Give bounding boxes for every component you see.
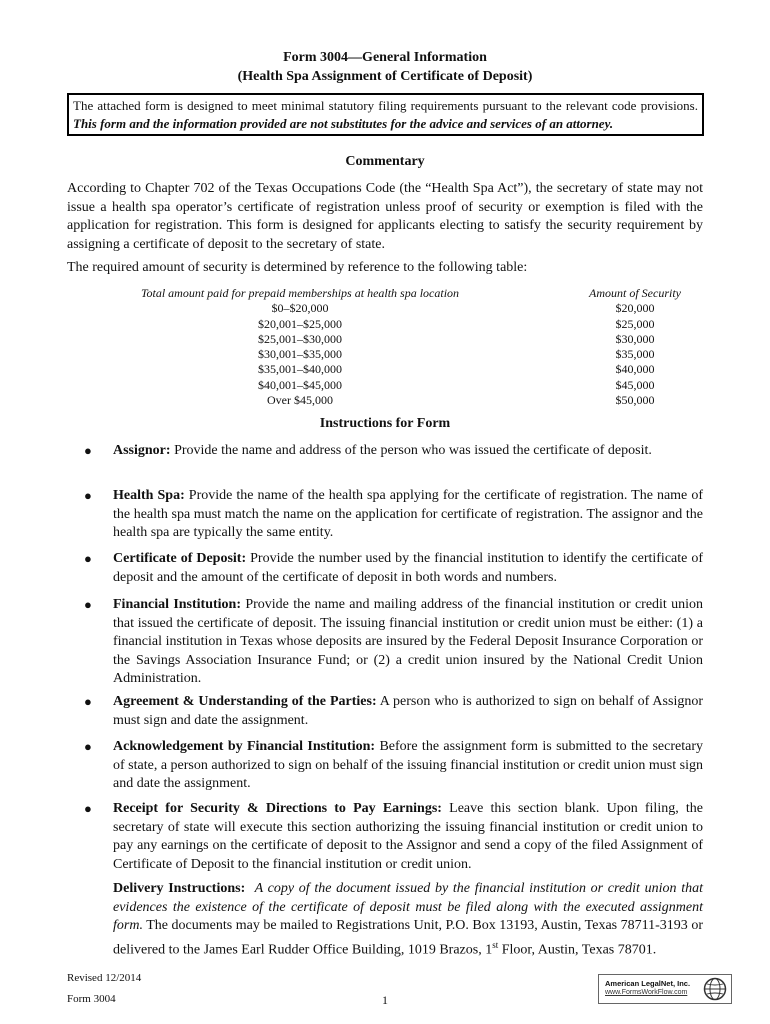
publisher-logo xyxy=(598,974,732,1004)
instruction-label: Receipt for Security & Directions to Pay Earnings: xyxy=(113,801,442,816)
instruction-text: Leave this section blank. Upon filing, the secretary of state will execute this section authorizing the issuing financial institution or credit union to pay any earnings on the certificate of deposit to the Assignor and send a copy of the filed Assignment of Certificate of Deposit to the financial institution or credit union. xyxy=(113,801,703,872)
commentary-heading: Commentary xyxy=(345,154,425,169)
instruction-text: Provide the name of the health spa applying for the certificate of registration. The name of the health spa must match the name on the application for certificate of registration. The assignor and the health spa are typically the same entity. xyxy=(113,488,703,540)
table-cell-range: $35,001–$40,000 xyxy=(258,362,342,377)
instruction-text: Provide the number used by the financial institution to identify the certificate of deposit and the amount of the certificate of deposit in both words and numbers. xyxy=(113,551,703,585)
title-line-1: Form 3004—General Information xyxy=(283,50,487,65)
instructions-heading: Instructions for Form xyxy=(319,416,451,431)
table-cell-amount: $45,000 xyxy=(615,377,655,392)
table-cell-range: $30,001–$35,000 xyxy=(258,347,342,362)
table-cell-amount: $20,000 xyxy=(615,301,655,316)
bullet-icon: ● xyxy=(84,551,92,566)
delivery-address-end: Floor, Austin, Texas 78701. xyxy=(498,942,657,958)
title-line-2: (Health Spa Assignment of Certificate of Deposit) xyxy=(237,69,533,84)
instruction-label: Health Spa: xyxy=(113,488,185,503)
table-cell-amount: $50,000 xyxy=(615,393,655,408)
disclaimer-box xyxy=(67,93,704,136)
table-cell-range: $25,001–$30,000 xyxy=(258,331,342,346)
revised-date: Revised 12/2014 xyxy=(67,972,142,984)
bullet-icon: ● xyxy=(84,739,92,754)
page-number: 1 xyxy=(382,993,388,1007)
security-table-range-column xyxy=(120,286,480,408)
delivery-label: Delivery Instructions: xyxy=(113,881,246,896)
instruction-text: Provide the name and address of the person who was issued the certificate of deposit. xyxy=(174,443,652,458)
delivery-superscript: st xyxy=(492,939,499,950)
instruction-text: Provide the name and mailing address of the financial institution or credit union that issued the certificate of deposit. The issuing financial institution or credit union must be either: (1) a financial institution in Texas whose deposits are insured by the Federal Deposit Insurance Corporation or the Savings Association Insurance Fund; or (2) a credit union insured by the National Credit Union Administration. xyxy=(113,597,704,686)
globe-icon xyxy=(703,977,727,1001)
disclaimer-emphasis: This form and the information provided are not substitutes for the advice and services of an attorney. xyxy=(73,115,614,131)
table-cell-amount: $35,000 xyxy=(615,347,655,362)
bullet-icon: ● xyxy=(84,488,92,503)
table-cell-amount: $40,000 xyxy=(615,362,655,377)
table-header-amount: Amount of Security xyxy=(589,286,681,300)
instruction-label: Acknowledgement by Financial Institution: xyxy=(113,739,376,754)
disclaimer-text: The attached form is designed to meet minimal statutory filing requirements pursuant to the relevant code provisions. xyxy=(73,98,698,113)
instruction-label: Certificate of Deposit: xyxy=(113,551,247,566)
table-cell-range: $20,001–$25,000 xyxy=(258,316,342,331)
page-title xyxy=(0,48,770,86)
form-number: Form 3004 xyxy=(67,993,116,1005)
bullet-icon: ● xyxy=(84,597,92,612)
delivery-instructions xyxy=(113,880,703,960)
bullet-icon: ● xyxy=(84,443,92,458)
instruction-text: A person who is authorized to sign on behalf of Assignor must sign and date the assignment. xyxy=(113,694,703,728)
bullet-icon: ● xyxy=(84,801,92,816)
table-cell-range: Over $45,000 xyxy=(267,393,333,408)
security-table-amount-column xyxy=(560,286,710,408)
bullet-icon: ● xyxy=(84,694,92,709)
table-header-range: Total amount paid for prepaid memberships at health spa location xyxy=(140,286,460,300)
instruction-label: Assignor: xyxy=(113,443,171,458)
instruction-text: Before the assignment form is submitted to the secretary of state, a person authorized to sign on behalf of the issuing financial institution or credit union must sign and date the assignment. xyxy=(113,739,703,791)
table-cell-amount: $25,000 xyxy=(615,316,655,331)
logo-company-name: American LegalNet, Inc. xyxy=(605,979,691,988)
instruction-label: Financial Institution: xyxy=(113,597,242,612)
table-cell-amount: $30,000 xyxy=(615,331,655,346)
logo-website-link[interactable]: www.FormsWorkFlow.com xyxy=(605,989,688,996)
table-cell-range: $40,001–$45,000 xyxy=(258,377,342,392)
delivery-italic-text: A copy of the document issued by the financial institution or credit union that evidences the existence of the certificate of deposit must be filed along with the executed assignment form. xyxy=(113,881,704,933)
delivery-address-text: The documents may be mailed to Registrations Unit, P.O. Box 13193, Austin, Texas 78711-3193 or delivered to the James Earl Rudder Office Building, 1019 Brazos, 1 xyxy=(113,918,704,958)
table-intro: The required amount of security is determined by reference to the following table: xyxy=(67,260,528,275)
table-cell-range: $0–$20,000 xyxy=(271,301,329,316)
instruction-label: Agreement & Understanding of the Parties: xyxy=(113,694,377,709)
commentary-paragraph: According to Chapter 702 of the Texas Occupations Code (the “Health Spa Act”), the secretary of state may not issue a health spa operator’s certificate of registration unless proof of security or exemption is filed with the application for registration. This form is designed for applicants electing to satisfy the security requirement by assigning a certificate of deposit to the secretary of state. xyxy=(67,181,703,252)
